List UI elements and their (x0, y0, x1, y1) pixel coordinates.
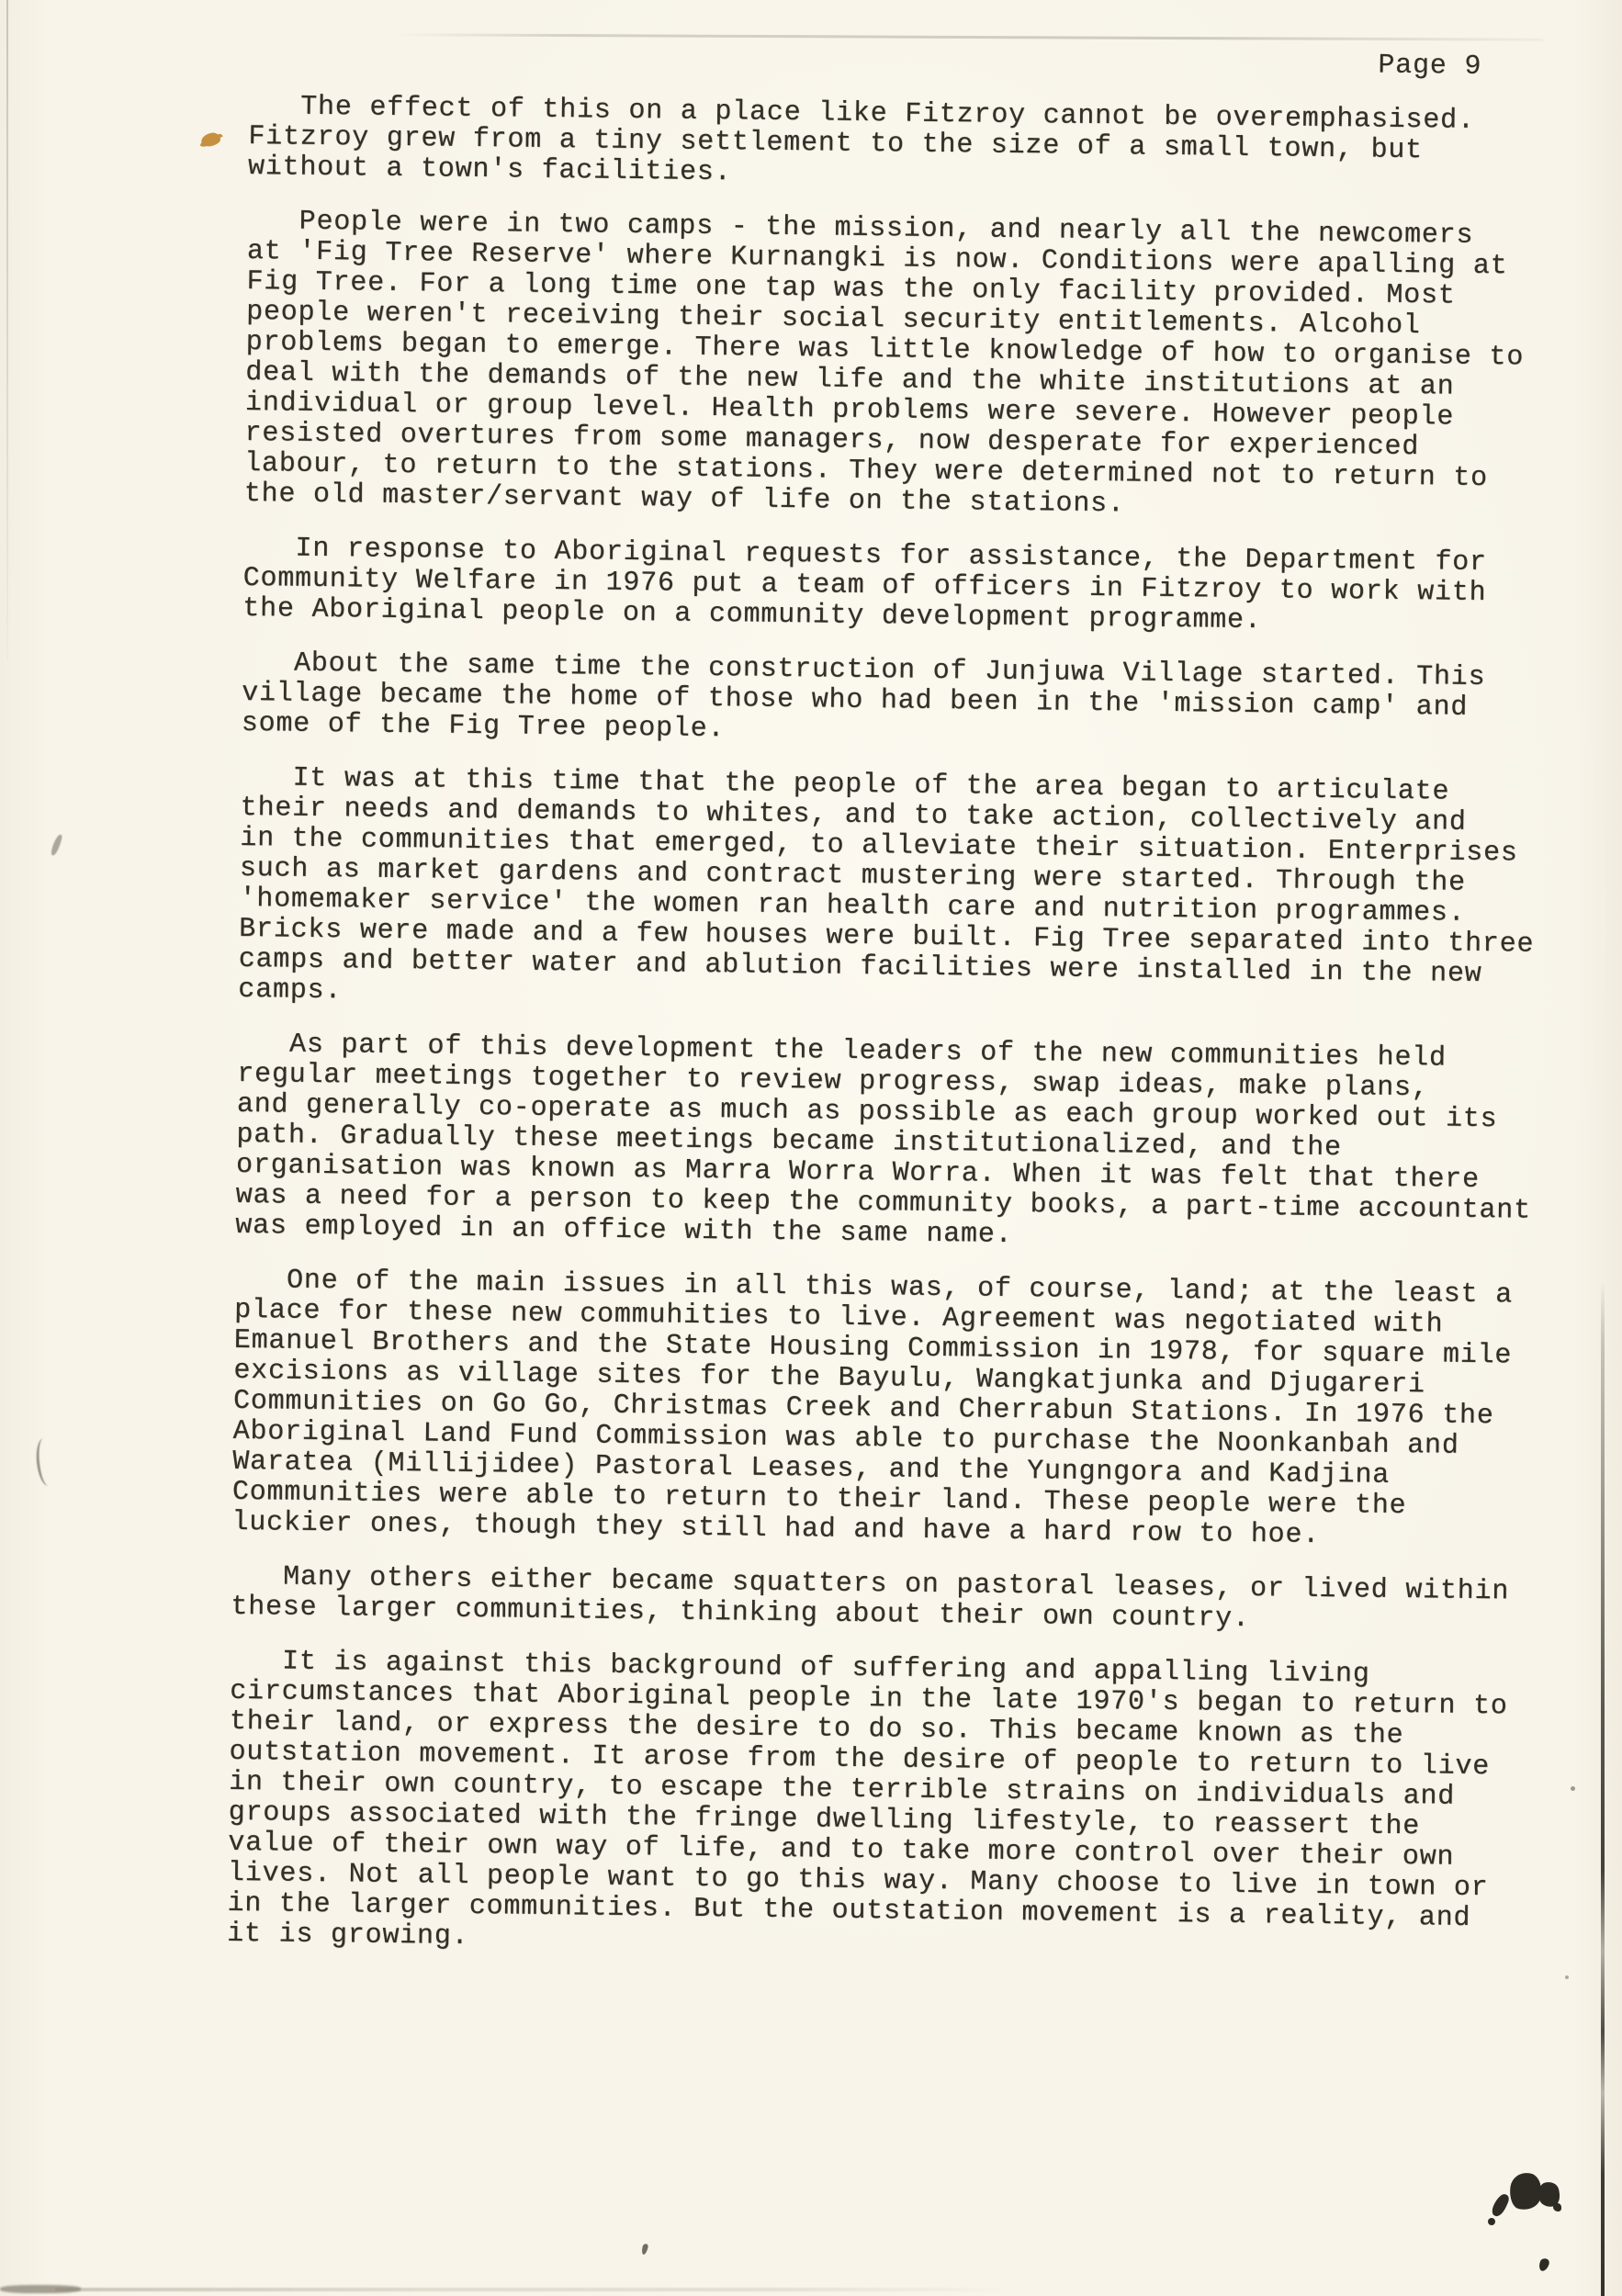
stray-comma-mark (641, 2243, 649, 2255)
paragraph-9: It is against this background of suffering and appalling living circumstances that Aboriginal people in the late 1970's began to return to their land, or express the desire to do so. This became known as the outstation movement. It arose from the desire of people to return to live in their own country, to escape the terrible strains on individuals and groups associated with the fringe dwelling lifestyle, to reassert the value of their own way of life, and to take more control over their own lives. Not all people want to go this way. Many choose to live in town or in the larger communities. But the outstation movement is a reality, and it is growing. (226, 1645, 1508, 1953)
ink-blot (1553, 2203, 1561, 2212)
ink-blot (1488, 2218, 1495, 2225)
scan-left-edge-line (6, 0, 8, 661)
ink-blot (1538, 2257, 1550, 2273)
paragraph-1: The effect of this on a place like Fitzroy cannot be overemphasised. Fitzroy grew from a tiny settlement to the size of a small town, but without a town's facilities. (247, 91, 1475, 189)
margin-paren-smudge (34, 1437, 57, 1487)
document-body (227, 92, 1590, 1965)
scanner-edge-line-right (1601, 1281, 1605, 2296)
paragraph-8: Many others either became squatters on pastoral leases, or lived within these larger communities, thinking about their own country. (231, 1560, 1510, 1636)
paragraph-5: It was at this time that the people of the area began to articulate their needs and demands to whites, and to take action, collectively and in the communities that emerged, to alleviate their situation. Enterprises such as market gardens and contract mustering were started. Through the 'homemaker service' the women ran health care and nutrition programmes. Bricks were made and a few houses were built. Fig Tree separated into three camps and better water and ablution facilities were installed in the new camps. (238, 761, 1535, 1007)
paragraph-4: About the same time the construction of Junjuwa Village started. This village became the home of those who had been in the 'mission camp' and some of the Fig Tree people. (241, 647, 1486, 746)
bottom-edge-line (55, 2288, 1010, 2291)
speck-dot (1565, 1975, 1569, 1979)
paragraph-3: In response to Aboriginal requests for assistance, the Department for Community Welfare in 1976 put a team of officers in Fitzroy to work with the Aboriginal people on a community development programme. (242, 532, 1488, 637)
paragraph-2: People were in two camps - the mission, and nearly all the newcomers at 'Fig Tree Reserve' where Kurnangki is now. Conditions were apalling at Fig Tree. For a long time one tap was the only facility provided. Most people weren't receiving their social security entitlements. Alcohol problems began to emerge. There was little knowledge of how to organise to deal with the demands of the new life and the white institutions at an individual or group level. Health problems were severe. However people resisted overtures from some managers, now desperate for experienced labour, to return to the stations. They were determined not to return to the old master/servant way of life on the stations. (243, 205, 1525, 521)
ink-blot (1490, 2191, 1510, 2218)
speck-dot (1571, 1786, 1575, 1791)
paragraph-7: One of the main issues in all this was, of course, land; at the least a place for these new commuhities to live. Agreement was negotiated with Emanuel Brothers and the State Housing Commission in 1978, for square mile excisions as village sites for the Bayulu, Wangkatjunka and Djugareri Communities on Go Go, Christmas Creek and Cherrabun Stations. In 1976 the Aboriginal Land Fund Commission was able to purchase the Noonkanbah and Waratea (Millijidee) Pastoral Leases, and the Yungngora and Kadjina Communities were able to return to their land. These people were the luckier ones, though they still had and have a hard row to hoe. (231, 1264, 1514, 1551)
margin-smudge (50, 834, 62, 857)
paragraph-6: As part of this development the leaders of the new communities held regular meetings together to review progress, swap ideas, make plans, and generally co-operate as much as possible as each group worked out its path. Gradually these meetings became institutionalized, and the organisation was known as Marra Worra Worra. When it was felt that there was a need for a person to keep the community books, a part-time accountant was employed in an office with the same name. (235, 1028, 1532, 1251)
scan-top-edge-line (395, 33, 1543, 40)
page-number: Page 9 (1378, 50, 1482, 83)
typed-content (226, 50, 1590, 1965)
orange-ink-mark (200, 131, 221, 148)
